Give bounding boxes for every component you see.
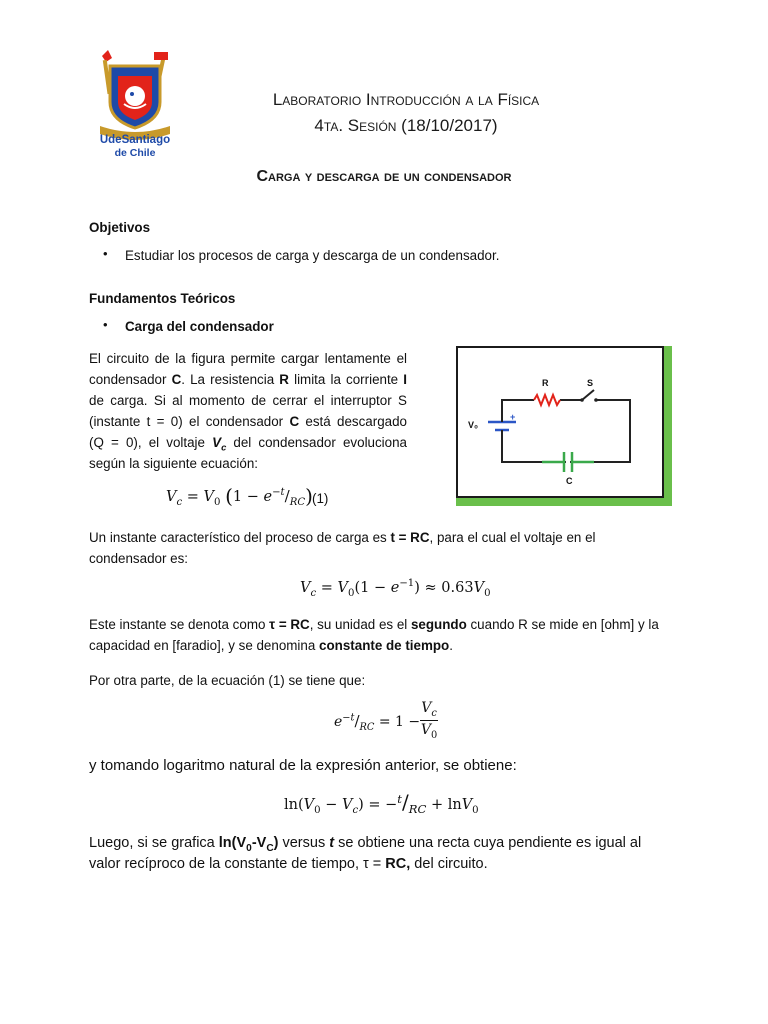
paragraph-from-equation: Por otra parte, de la ecuación (1) se tiene que: — [89, 673, 366, 688]
capacitor-label: C — [566, 476, 573, 486]
session-title: 4ta. Sesión (18/10/2017) — [314, 116, 498, 135]
circuit-figure — [456, 346, 672, 506]
bullet-icon: • — [103, 317, 108, 332]
paragraph-conclusion: Luego, si se grafica $\ln(V_0-V_C)$ versus t se obtiene una recta cuya pendiente es igual al valor recíproco de la constante de tiempo, τ = RC, del circuito. — [89, 835, 642, 872]
resistor-label: R — [542, 378, 549, 388]
source-label: V₀ — [468, 420, 479, 430]
equation-1: $V_c = V_0$ $(1 - e^{-t}/_{RC})$ — [166, 484, 313, 508]
paragraph-time-constant: Este instante se denota como τ = RC, su unidad es el segundo cuando R se mide en [ohm] y la capacidad en [faradio], y se denomina constante de tiempo. — [89, 617, 659, 653]
logo-subname: de Chile — [114, 147, 156, 159]
equation-4: $\ln(V_0 - V_c) = -^t/_{RC} + \ln V_0$ — [284, 790, 479, 816]
equation-2: $V_c = V_0(1 - e^{-1}) \approx 0.63V_0$ — [300, 578, 491, 599]
plus-sign: + — [510, 412, 516, 422]
switch-label: S — [587, 378, 594, 388]
paragraph-logarithm: y tomando logaritmo natural de la expresión anterior, se obtiene: — [89, 757, 517, 774]
bullet-icon: • — [103, 246, 108, 261]
course-title: Laboratorio Introducción a la Física — [272, 90, 540, 109]
equation-number: (1) — [312, 491, 329, 506]
theory-heading: Fundamentos Teóricos — [89, 291, 236, 306]
paragraph-charging: El circuito de la figura permite cargar lentamente el condensador C. La resistencia R limita la corriente I de carga. Si al momento de cerrar el interruptor S (instante t = 0) el condensador C está descargado (Q = 0), el voltaje $V_c$ del condensador evoluciona según la siguiente ecuación: — [89, 351, 408, 471]
document-title: Carga y descarga de un condensador — [256, 168, 512, 185]
equation-3: $e^{-t}/_{RC} = 1$ − $V_c$ $V_0$ — [334, 700, 438, 741]
logo-name: UdeSantiago — [99, 134, 171, 146]
subsection-heading: Carga del condensador — [125, 319, 274, 334]
paragraph-characteristic: Un instante característico del proceso de carga es t = RC, para el cual el voltaje en el condensador es: — [89, 530, 596, 566]
objectives-heading: Objetivos — [89, 220, 151, 235]
objective-item: Estudiar los procesos de carga y descarga de un condensador. — [125, 248, 500, 263]
